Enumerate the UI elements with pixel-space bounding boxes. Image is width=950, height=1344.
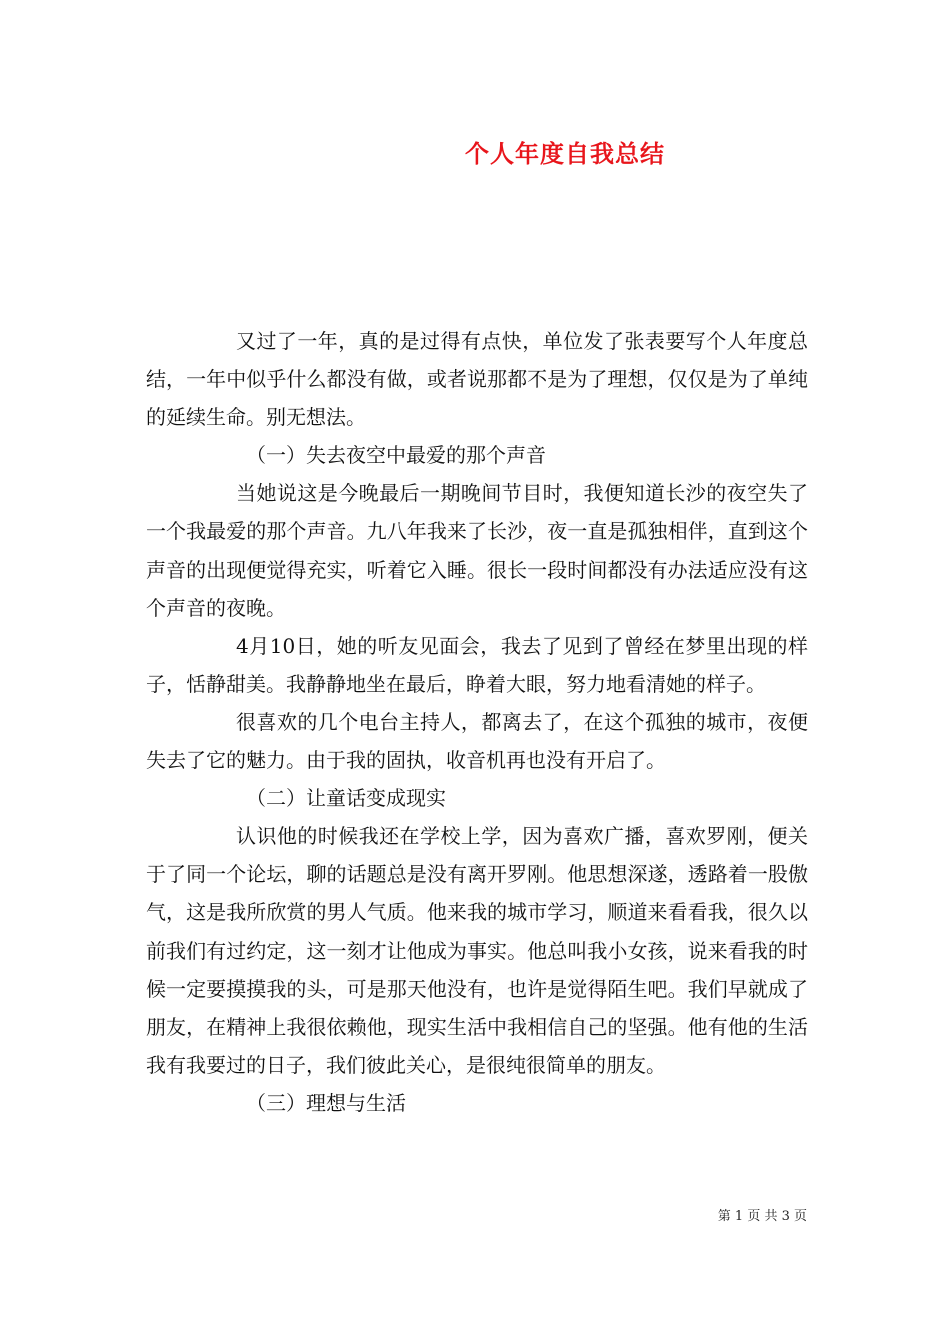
section-heading-3: （三）理想与生活 — [246, 1090, 406, 1115]
paragraph-radio-voice: 当她说这是今晚最后一期晚间节目时，我便知道长沙的夜空失了一个我最爱的那个声音。九八年我来了长沙，夜一直是孤独相伴，直到这个声音的出现便觉得充实，听着它入睡。很长一段时间都没有办法适应没有这个声音的夜晚。 — [146, 481, 808, 620]
paragraph-intro: 又过了一年，真的是过得有点快，单位发了张表要写个人年度总结，一年中似乎什么都没有做，或者说那都不是为了理想，仅仅是为了单纯的延续生命。别无想法。 — [146, 329, 808, 430]
page-number-footer: 第 1 页 共 3 页 — [717, 1209, 807, 1224]
document-body — [146, 322, 808, 1122]
section-heading-2: （二）让童话变成现实 — [246, 786, 446, 811]
paragraph-friend: 认识他的时候我还在学校上学，因为喜欢广播，喜欢罗刚，便关于了同一个论坛，聊的话题总是没有离开罗刚。他思想深遂，透路着一股傲气，这是我所欣赏的男人气质。他来我的城市学习，顺道来看看我，很久以前我们有过约定，这一刻才让他成为事实。他总叫我小女孩，说来看我的时候一定要摸摸我的头，可是那天他没有，也许是觉得陌生吧。我们早就成了朋友，在精神上我很依赖他，现实生活中我相信自己的坚强。他有他的生活我有我要过的日子，我们彼此关心，是很纯很简单的朋友。 — [146, 824, 808, 1077]
paragraph-fan-meeting: 4月10日，她的听友见面会，我去了见到了曾经在梦里出现的样子，恬静甜美。我静静地坐在最后，睁着大眼，努力地看清她的样子。 — [146, 633, 808, 696]
paragraph-hosts-left: 很喜欢的几个电台主持人，都离去了，在这个孤独的城市，夜便失去了它的魅力。由于我的固执，收音机再也没有开启了。 — [146, 709, 808, 773]
section-heading-1: （一）失去夜空中最爱的那个声音 — [246, 443, 546, 468]
document-title: 个人年度自我总结 — [465, 139, 665, 168]
